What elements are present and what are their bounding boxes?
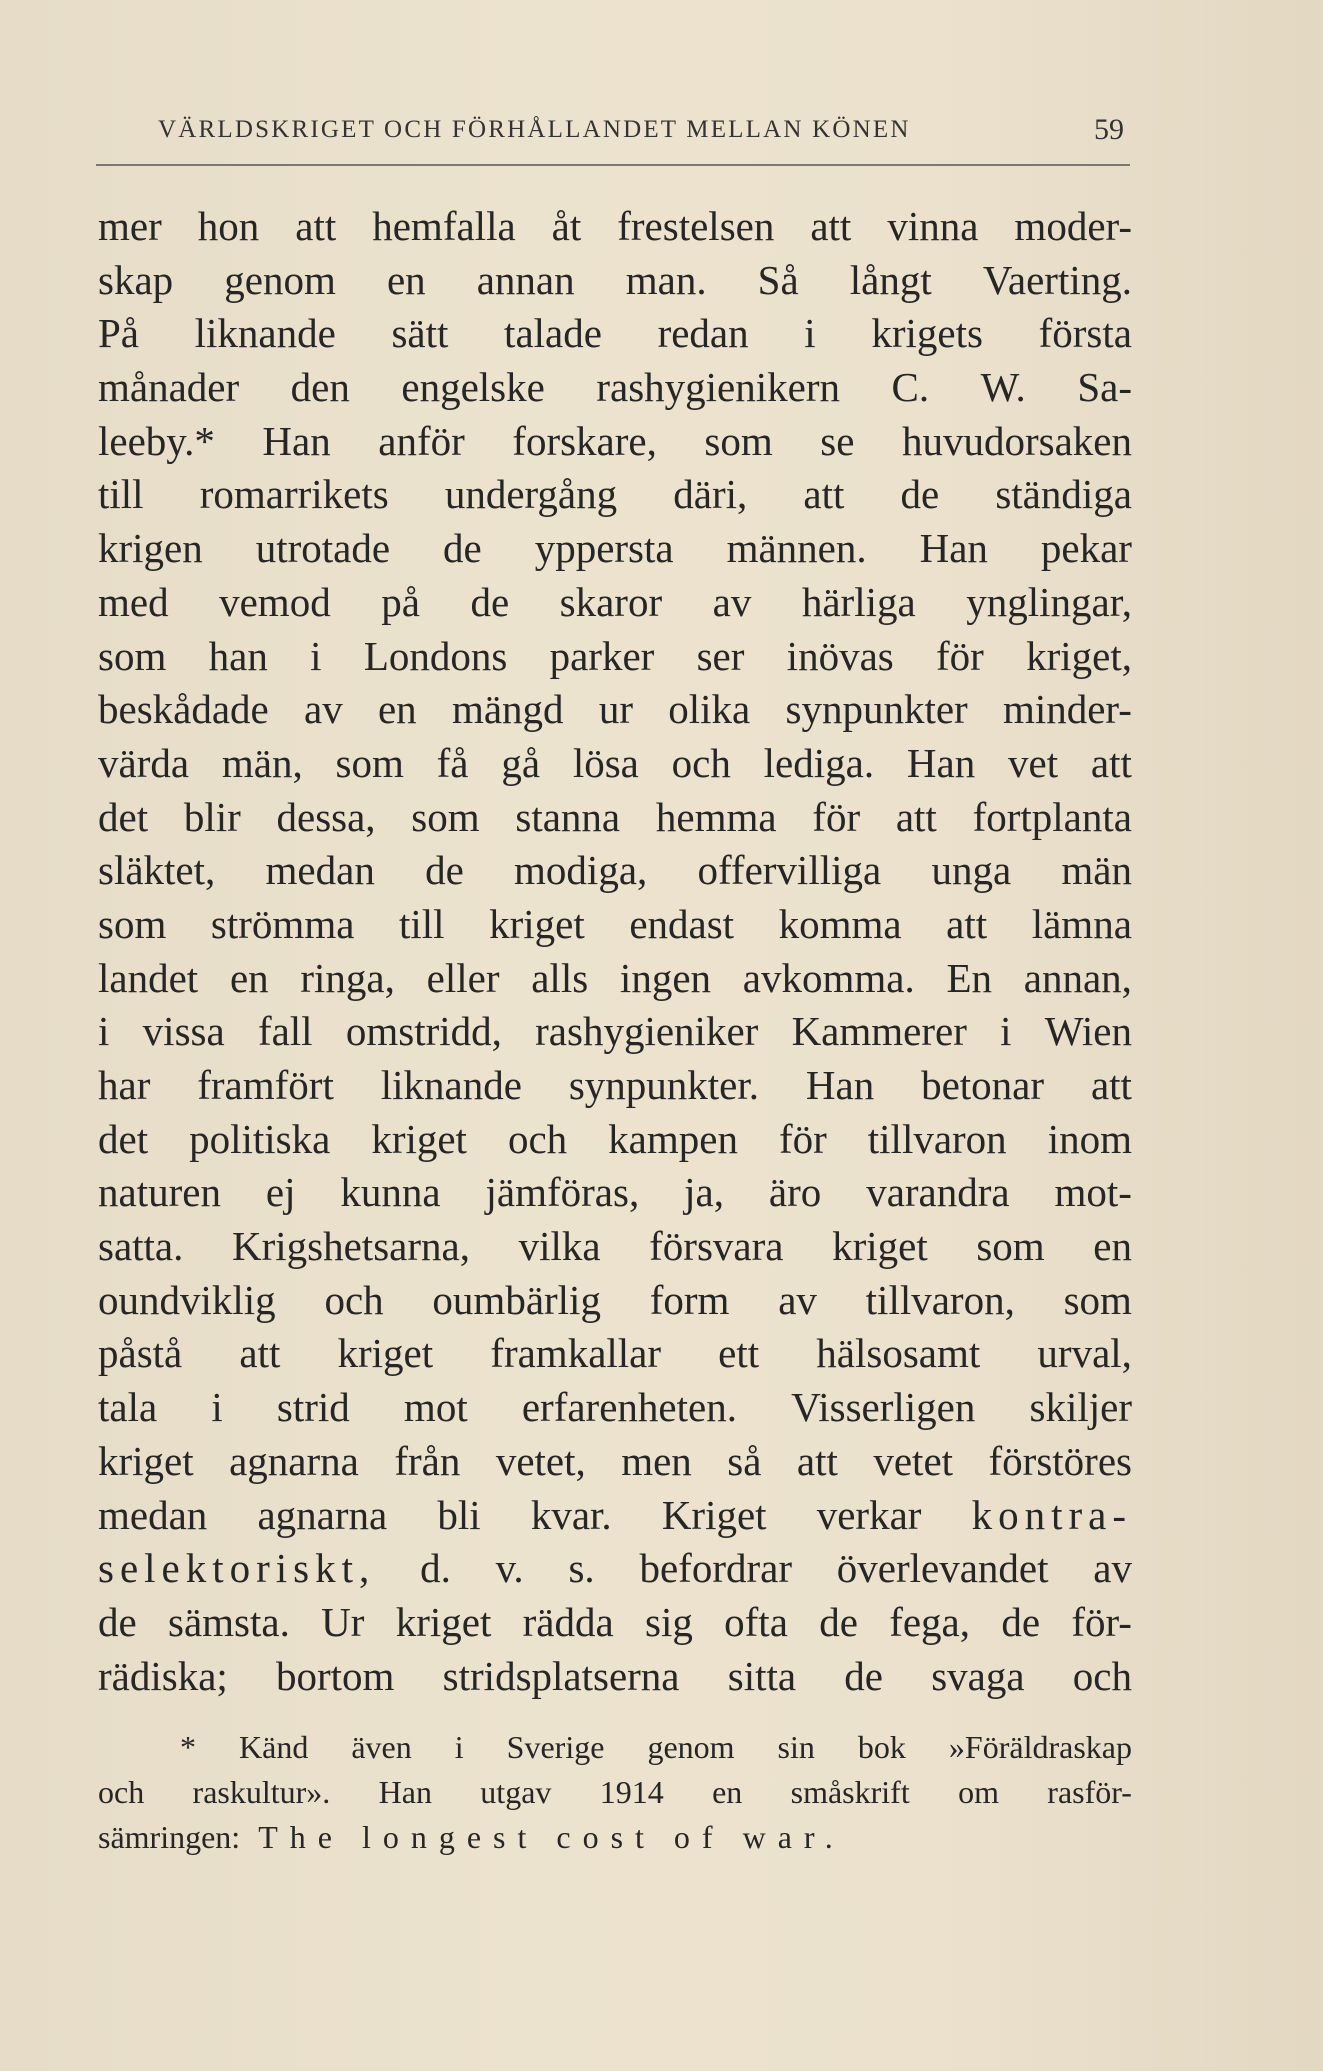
word: rasför- [1047,1774,1132,1810]
word: och [98,1774,145,1810]
word: bli [437,1491,481,1538]
word: av [1093,1545,1132,1592]
word: för [936,632,984,679]
word: parker [549,632,655,679]
word: v. [495,1545,524,1592]
word: strömma [210,900,355,947]
word: att [295,203,337,249]
word: en [1093,1223,1132,1270]
word: inövas [786,632,894,679]
word: härliga [801,578,916,625]
word: kvar. [530,1491,612,1538]
word: fortplanta [972,793,1132,840]
word: 1914 [599,1774,664,1810]
word: i [804,310,816,357]
word: mot [403,1384,468,1431]
word: sämringen: [98,1819,241,1855]
word: de [443,525,482,572]
word: även [351,1729,412,1765]
word: i [310,632,322,679]
word: en [712,1774,743,1810]
word: ringa, [300,954,395,1001]
word: avkomma. [742,954,915,1001]
word: Kriget [661,1491,767,1538]
text-line [98,1596,1132,1650]
footnote-line [98,1815,1132,1860]
word: av [778,1276,817,1323]
word: s. [568,1545,595,1592]
word: månader [98,364,240,411]
word: i [1000,1008,1012,1055]
word: annan [476,256,575,303]
word: of [673,1819,725,1855]
word: ingen [619,954,712,1001]
word: småskrift [790,1774,910,1810]
word: En [946,954,992,1001]
page-number: 59 [1094,113,1124,146]
word: framfört [197,1062,334,1108]
word: undergång [444,471,618,518]
word: Ur [321,1598,365,1645]
word: urval, [1037,1330,1132,1377]
word: vetet, [495,1437,586,1484]
word: oumbärlig [432,1276,601,1323]
word: liknande [380,1062,522,1108]
word: inom [1047,1115,1132,1162]
word: hemfalla [372,203,516,249]
text-line [98,254,1132,308]
word: Vaerting. [982,256,1132,303]
word: W. [980,364,1026,411]
word: kriget [832,1223,928,1270]
word: ur [598,686,633,733]
word: Han [378,1774,432,1810]
word: att [946,900,988,947]
text-line [98,1327,1132,1381]
word: * [180,1729,196,1765]
word: en [377,686,417,733]
text-line [98,737,1132,791]
word: skap [98,256,174,303]
word: Han [906,739,976,786]
running-title: VÄRLDSKRIGET OCH FÖRHÅLLANDET MELLAN KÖNEN [158,116,911,143]
word: genom [224,256,336,303]
word: landet [98,954,199,1001]
word: lösa [572,739,639,786]
word: och [1072,1652,1132,1699]
word: pekar [1040,525,1132,572]
word: blir [183,793,241,840]
word: och [324,1276,384,1323]
word: verkar [816,1491,922,1538]
word: de [98,1598,137,1645]
word: minder- [1002,686,1132,733]
word: få [436,739,469,786]
word: fall [257,1008,313,1055]
word: mot- [1054,1169,1132,1216]
text-line [98,791,1132,845]
word: bortom [276,1652,395,1699]
word: kriget, [1026,632,1132,679]
word: kampen [608,1115,738,1162]
word: kriget [395,1598,492,1645]
word: ständiga [995,471,1132,518]
word: och [507,1115,568,1162]
word: kriget [98,1437,194,1484]
word: dessa, [276,793,376,840]
word: männen. [726,525,867,572]
word: av [712,578,752,625]
word: utrotade [255,525,391,572]
word: värda [98,739,190,786]
word: sämsta. [168,1598,290,1645]
word: som [1063,1276,1132,1323]
word: en [386,256,426,303]
word: lämna [1031,900,1132,947]
word: hon [197,203,260,249]
text-line [98,952,1132,1006]
word: anför [378,417,465,464]
word: för [812,793,861,840]
text-line [98,200,1132,254]
footnote-line [98,1725,1132,1770]
word: de [844,1652,883,1699]
word: i [98,1008,110,1055]
word: mer [98,203,162,249]
word: till [98,471,144,518]
word: forskare, [512,417,657,464]
text-line [98,1650,1132,1704]
word: för [778,1115,827,1162]
word: långt [849,256,932,303]
word: rädiska; [98,1652,228,1699]
word: det [98,793,149,840]
text-line [98,1435,1132,1489]
word: första [1038,310,1132,357]
word: raskultur». [192,1774,331,1810]
word: genom [647,1729,735,1765]
word: modiga, [514,847,648,894]
word: komma [778,900,902,947]
word: ja, [684,1169,724,1216]
word: män [1061,847,1132,894]
word: selektoriskt, [98,1545,376,1592]
running-head [158,113,1124,152]
word: som [411,793,480,840]
word: rashygienikern [596,364,840,411]
word: huvudorsaken [901,417,1132,464]
text-line [98,468,1132,522]
word: med [98,578,169,625]
word: offervilliga [697,847,882,894]
word: skaror [559,578,663,625]
word: skiljer [1029,1384,1132,1431]
word: den [290,364,350,411]
word: kontra- [971,1491,1132,1538]
word: lediga. [763,739,875,786]
word: de [1001,1598,1041,1645]
word: för- [1071,1598,1132,1645]
word: män, [221,739,303,786]
word: men [621,1437,692,1484]
word: sig [645,1598,693,1645]
word: i [454,1729,464,1765]
word: att [796,1437,838,1484]
word: från [394,1437,461,1484]
word: form [649,1276,730,1323]
word: i [211,1384,223,1431]
word: Kammerer [791,1008,967,1055]
word: ej [265,1169,296,1216]
word: Sa- [1077,364,1132,411]
word: Han [919,525,988,572]
word: de [425,847,464,894]
word: yppersta [534,525,674,572]
word: kunna [340,1169,441,1216]
text-line [98,522,1132,576]
word: medan [98,1491,208,1538]
footnote [98,1725,1132,1860]
word: vilka [518,1223,601,1270]
word: medan [265,847,375,894]
word: han [208,632,268,679]
word: sätt [391,310,449,357]
word: man. [625,256,707,303]
word: satta. [98,1223,184,1270]
word: de [900,471,940,518]
text-line [98,1166,1132,1220]
word: att [239,1330,281,1377]
text-line [98,683,1132,737]
word: agnarna [257,1491,388,1538]
word: jämföras, [485,1169,640,1216]
text-line [98,1005,1132,1059]
word: så [727,1437,762,1484]
word: synpunkter. [568,1062,759,1108]
word: förstöres [988,1437,1132,1484]
word: sitta [727,1652,797,1699]
word: tillvaron, [865,1276,1015,1323]
header-rule [96,164,1130,166]
word: se [820,417,855,464]
word: de [470,578,510,625]
word: stanna [515,793,621,840]
word: krigen [98,525,203,572]
word: vinna [887,203,979,249]
word: vetet [873,1437,954,1484]
text-line [98,1113,1132,1167]
word: befordrar [639,1545,792,1592]
word: alls [531,954,589,1001]
word: de [819,1598,858,1645]
word: kriget [371,1115,467,1162]
word: Han [262,417,331,464]
word: att [1090,1062,1132,1108]
text-line [98,1059,1132,1113]
text-line [98,630,1132,684]
word: omstridd, [345,1008,502,1055]
word: det [98,1115,149,1162]
text-line [98,898,1132,952]
word: ynglingar, [966,578,1132,625]
text-line [98,1381,1132,1435]
word: ser [696,632,745,679]
word: The [258,1819,344,1855]
word: hälsosamt [816,1330,981,1377]
word: ofta [724,1598,788,1645]
word: varandra [866,1169,1010,1216]
word: att [810,203,852,249]
word: Så [757,256,799,303]
text-line [98,576,1132,630]
word: cost [556,1819,656,1855]
word: ett [718,1330,760,1377]
word: C. [891,364,930,411]
word: stridsplatserna [442,1652,680,1699]
word: longest [361,1819,539,1855]
word: försvara [649,1223,784,1270]
word: unga [931,847,1012,894]
text-line [98,1542,1132,1596]
word: krigets [871,310,983,357]
word: betonar [921,1062,1045,1108]
word: som [704,417,773,464]
text-line [98,1489,1132,1543]
word: hemma [655,793,777,840]
word: till [398,900,445,947]
text-line [98,1274,1132,1328]
word: släktet, [98,847,216,894]
word: vissa [142,1008,225,1055]
word: en [229,954,269,1001]
word: framkallar [490,1330,662,1377]
word: som [98,900,167,947]
word: om [958,1774,999,1810]
word: rashygieniker [535,1008,759,1055]
word: synpunkter [785,686,968,733]
word: olika [668,686,751,733]
word: utgav [480,1774,552,1810]
word: överlevandet [836,1545,1049,1592]
body-text [98,200,1132,1703]
word: erfarenheten. [521,1384,737,1431]
word: d. [420,1545,451,1592]
word: och [671,739,731,786]
text-line [98,361,1132,415]
word: leeby.* [98,417,215,464]
word: redan [657,310,749,357]
word: strid [276,1384,350,1431]
word: war. [742,1819,845,1855]
word: fega, [889,1598,971,1645]
word: av [304,686,343,733]
word: tillvaron [867,1115,1007,1162]
word: kriget [337,1330,434,1377]
word: mängd [451,686,564,733]
word: beskådade [98,686,269,733]
text-line [98,844,1132,898]
footnote-line [98,1770,1132,1815]
word: frestelsen [617,203,775,249]
text-line [98,1220,1132,1274]
word: Londons [363,632,508,679]
word: kriget [489,900,585,947]
word: På [98,310,139,357]
word: bok [857,1729,906,1765]
word: romarrikets [199,471,389,518]
text-line [98,415,1132,469]
word: på [381,578,420,625]
word: Sverige [506,1729,605,1765]
word: »Föräldraskap [948,1729,1132,1765]
word: politiska [189,1115,331,1162]
word: som [335,739,404,786]
word: att [895,793,937,840]
word: vet [1008,739,1059,786]
word: annan, [1023,954,1132,1001]
word: agnarna [229,1437,359,1484]
word: eller [426,954,500,1001]
word: naturen [98,1169,221,1216]
word: Wien [1044,1008,1132,1055]
word: som [976,1223,1045,1270]
text-line [98,307,1132,361]
word: Visserligen [791,1384,976,1431]
word: svaga [931,1652,1025,1699]
word: Krigshetsarna, [232,1223,470,1270]
word: gå [501,739,541,786]
word: engelske [401,364,545,411]
word: Han [805,1062,875,1108]
word: liknande [194,310,336,357]
word: endast [629,900,735,947]
word: moder- [1014,203,1132,249]
word: påstå [98,1330,183,1377]
word: oundviklig [98,1276,276,1323]
word: sin [777,1729,815,1765]
word: äro [768,1169,822,1216]
word: talade [504,310,602,357]
word: Känd [239,1729,309,1765]
word: att [803,471,845,518]
word: har [98,1062,151,1108]
word: tala [98,1384,158,1431]
word: åt [551,203,582,249]
word: som [98,632,167,679]
word: däri, [673,471,748,518]
word: rädda [522,1598,614,1645]
word: att [1090,739,1132,786]
word: vemod [219,578,331,625]
